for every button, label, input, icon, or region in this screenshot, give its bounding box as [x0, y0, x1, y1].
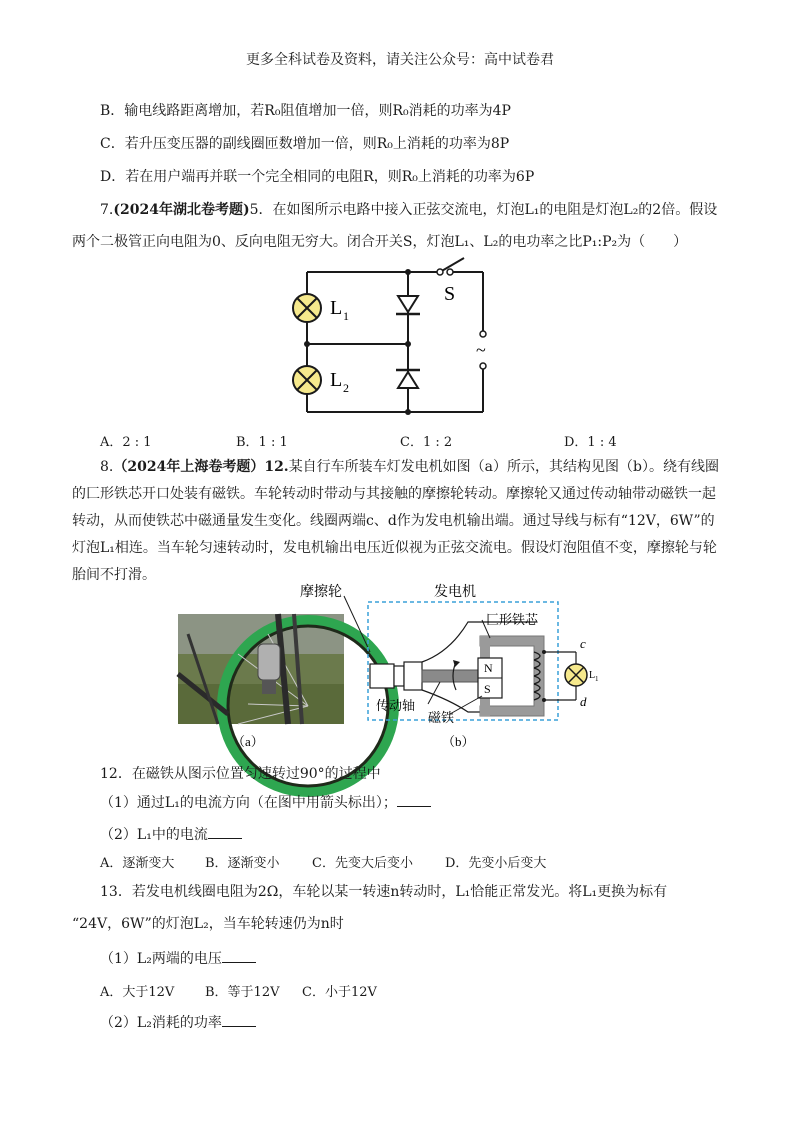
- diode-1-icon: [396, 296, 420, 314]
- q7-stem-1: 5．在如图所示电路中接入正弦交流电，灯泡L₁的电阻是灯泡L₂的2倍。假设: [249, 202, 718, 218]
- prev-option-c: C．若升压变压器的副线圈匝数增加一倍，则R₀上消耗的功率为8P: [100, 136, 510, 152]
- caption-b: （b）: [442, 734, 475, 749]
- q12-option-a: A．逐渐变大: [100, 856, 175, 871]
- prev-option-b: B．输电线路距离增加，若R₀阻值增加一倍，则R₀消耗的功率为4P: [100, 103, 511, 119]
- q12-option-c: C．先变大后变小: [312, 856, 413, 871]
- label-c: c: [580, 636, 586, 651]
- generator-lamp-icon: [565, 664, 587, 686]
- q8-stem-4: 灯泡L₁相连。当车轮匀速转动时，发电机输出电压近似视为正弦交流电。假设灯泡阻值不变，摩擦轮与轮: [72, 540, 717, 556]
- label-s-pole: S: [484, 682, 491, 696]
- q7-option-a: A．2 : 1: [100, 435, 152, 450]
- q12-sub1-text: （1）通过L₁的电流方向（在图中用箭头标出）；: [100, 795, 397, 811]
- q8-stem-1: 某自行车所装车灯发电机如图（a）所示，其结构见图（b）。绕有线圈: [288, 459, 719, 475]
- diode-2-icon: [396, 370, 420, 388]
- q7-option-d: D．1 : 4: [564, 435, 617, 450]
- label-lamp: L: [589, 670, 596, 681]
- q12-sub1-blank[interactable]: [397, 794, 431, 807]
- q7-option-c: C．1 : 2: [400, 435, 453, 450]
- label-shaft: 传动轴: [376, 698, 416, 713]
- q13-sub2-text: （2）L₂消耗的功率: [100, 1015, 222, 1031]
- q8-line1: [100, 456, 719, 476]
- q12-sub2-text: （2）L₁中的电流: [100, 827, 208, 843]
- label-switch: S: [444, 283, 456, 305]
- label-l1-sub: 1: [343, 309, 349, 323]
- q12-sub2: [100, 824, 242, 844]
- q13-sub1-text: （1）L₂两端的电压: [100, 951, 222, 967]
- prev-option-d: D．若在用户端再并联一个完全相同的电阻R，则R₀上消耗的功率为6P: [100, 169, 535, 185]
- label-l2-sub: 2: [343, 381, 349, 395]
- label-ac: ~: [476, 340, 486, 360]
- page-header: 更多全科试卷及资料，请关注公众号：高中试卷君: [246, 52, 554, 68]
- label-generator: 发电机: [434, 585, 476, 600]
- q13-sub1-blank[interactable]: [222, 950, 256, 963]
- label-magnet: 磁铁: [428, 710, 455, 725]
- label-lamp-sub: 1: [595, 675, 599, 683]
- q12-option-b: B．逐渐变小: [205, 856, 280, 871]
- generator-diagram: [232, 582, 620, 752]
- label-l2: L: [330, 369, 343, 391]
- q12-sub2-blank[interactable]: [208, 826, 242, 839]
- q13-option-b: B．等于12V: [205, 985, 280, 1000]
- caption-a: （a）: [232, 734, 264, 749]
- q13-sub2-blank[interactable]: [222, 1014, 256, 1027]
- q12-option-d: D．先变小后变大: [445, 856, 547, 871]
- q7-circuit-diagram: [288, 258, 500, 418]
- q7-option-b: B．1 : 1: [236, 435, 288, 450]
- q13-option-c: C．小于12V: [302, 985, 377, 1000]
- q13-sub2: [100, 1012, 256, 1032]
- lamp-l1-icon: [293, 294, 321, 322]
- q12-stem: 12．在磁铁从图示位置匀速转过90°的过程中: [100, 766, 381, 782]
- lamp-l2-icon: [293, 366, 321, 394]
- label-friction-wheel: 摩擦轮: [300, 585, 342, 600]
- q13-sub1: [100, 948, 256, 968]
- q7-stem-2: 两个二极管正向电阻为0、反向电阻无穷大。闭合开关S，灯泡L₁、L₂的电功率之比P₁:P₂为（ ）: [72, 234, 688, 250]
- q13-stem-1: 13．若发电机线圈电阻为2Ω，车轮以某一转速n转动时，L₁恰能正常发光。将L₁更换为标有: [100, 884, 668, 900]
- q8-stem-3: 转动，从而使铁芯中磁通量发生变化。线圈两端c、d作为发电机输出端。通过导线与标有“12V，6W”的: [72, 513, 715, 529]
- q13-option-a: A．大于12V: [100, 985, 175, 1000]
- q8-stem-5: 胎间不打滑。: [72, 567, 156, 583]
- label-l1: L: [330, 297, 343, 319]
- q8-number: 8.: [100, 459, 114, 475]
- label-core: 匚形铁芯: [486, 612, 539, 627]
- q7-number: 7.: [100, 202, 114, 218]
- q8-source: （2024年上海卷考题）12.: [113, 459, 289, 475]
- q13-stem-2: “24V，6W”的灯泡L₂，当车轮转速仍为n时: [72, 916, 344, 932]
- q12-sub1: [100, 792, 431, 812]
- q7-line1: [100, 199, 717, 219]
- label-d: d: [580, 694, 587, 709]
- label-n-pole: N: [484, 661, 493, 675]
- q7-source: (2024年湖北卷考题): [113, 202, 250, 218]
- q8-stem-2: 的匚形铁芯开口处装有磁铁。车轮转动时带动与其接触的摩擦轮转动。摩擦轮又通过传动轴带动磁铁一起: [72, 486, 716, 502]
